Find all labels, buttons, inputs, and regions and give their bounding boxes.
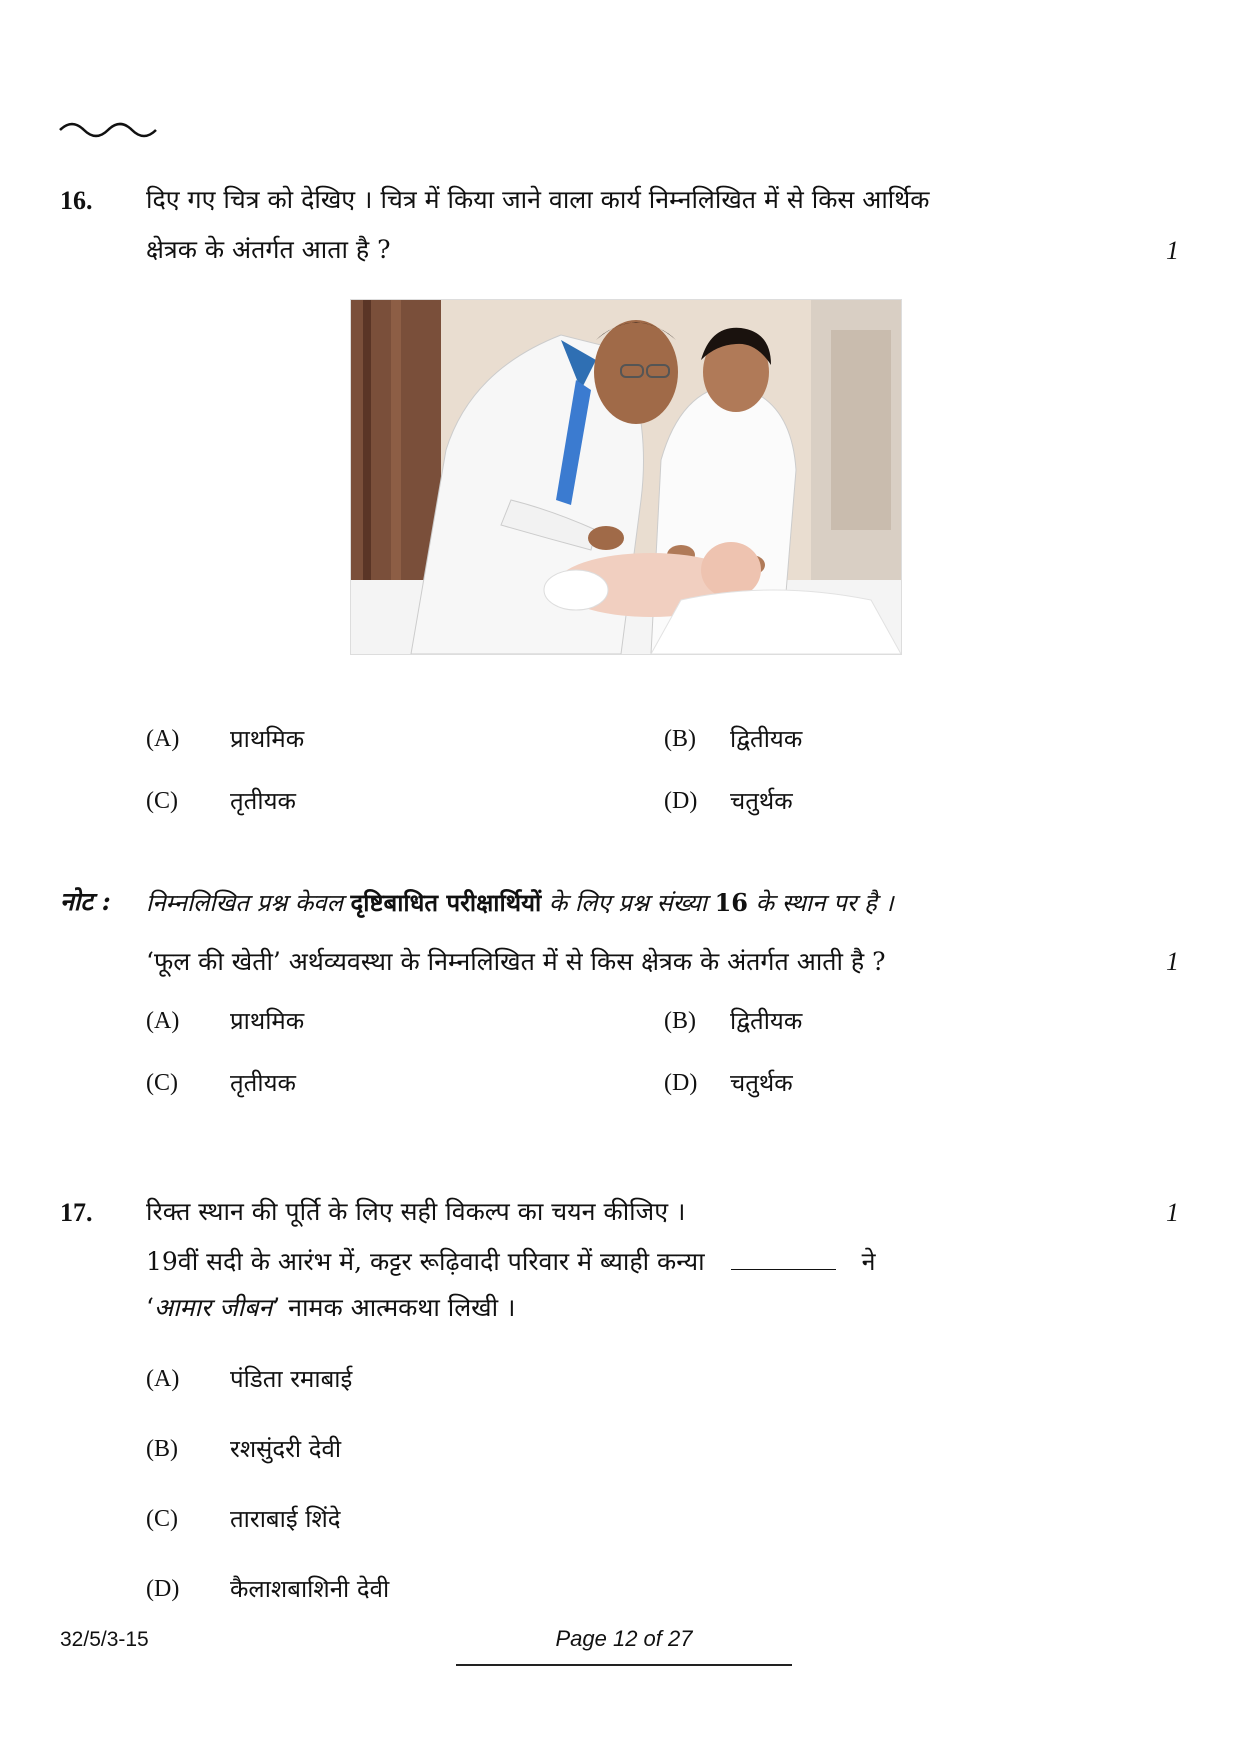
note-option-c-letter: (C): [146, 1070, 178, 1096]
note-option-b-letter: (B): [664, 1008, 696, 1034]
q16-option-a-text: प्राथमिक: [230, 725, 305, 753]
q17-option-a-letter: (A): [146, 1366, 180, 1392]
q16-option-c-letter: (C): [146, 788, 178, 814]
q17-option-c-text: ताराबाई शिंदे: [230, 1505, 341, 1533]
note-option-a-text: प्राथमिक: [230, 1007, 305, 1035]
q17-option-d-text: कैलाशबाशिनी देवी: [230, 1575, 390, 1603]
q17-quote-open: ‘: [146, 1293, 154, 1322]
footer-underline: [456, 1664, 792, 1666]
q17-option-b-text: रशसुंदरी देवी: [230, 1435, 342, 1463]
q17-option-b-letter: (B): [146, 1436, 178, 1462]
q17-line3-rest: ’ नामक आत्मकथा लिखी ।: [272, 1293, 516, 1322]
note-option-c-text: तृतीयक: [230, 1069, 296, 1097]
q17-book-title: आमार जीबन: [153, 1293, 273, 1322]
note-option-a-letter: (A): [146, 1008, 180, 1034]
q17-option-c-letter: (C): [146, 1506, 178, 1532]
q16-option-d-letter: (D): [664, 788, 698, 814]
note-option-b-text: द्वितीयक: [730, 1007, 803, 1035]
question-17-number: 17.: [60, 1198, 93, 1227]
q16-option-a-letter: (A): [146, 726, 180, 752]
note-question-text: ‘फूल की खेती’ अर्थव्यवस्था के निम्नलिखित में से किस क्षेत्रक के अंतर्गत आती है ?: [146, 947, 886, 976]
q16-option-d-text: चतुर्थक: [730, 787, 793, 815]
question-17-text-line1: रिक्त स्थान की पूर्ति के लिए सही विकल्प का चयन कीजिए ।: [146, 1197, 686, 1226]
q17-line2-after: ने: [861, 1247, 876, 1276]
question-16-text-line2: क्षेत्रक के अंतर्गत आता है ?: [146, 235, 391, 264]
note-option-d-letter: (D): [664, 1070, 698, 1096]
note-question-marks: 1: [1166, 947, 1179, 976]
note-label: नोट :: [60, 887, 111, 916]
fill-in-blank: [731, 1251, 836, 1270]
q16-option-b-letter: (B): [664, 726, 696, 752]
question-17-text-line3: [146, 1286, 516, 1330]
question-17-text-line2: [146, 1240, 1122, 1284]
note-qnum-bold: 16: [714, 888, 749, 917]
page-number: Page 12 of 27: [555, 1626, 693, 1651]
note-text-bold: दृष्टिबाधित परीक्षार्थियों: [350, 888, 542, 917]
question-17-marks: 1: [1166, 1198, 1179, 1227]
q17-option-a-text: पंडिता रमाबाई: [230, 1365, 353, 1393]
question-16-marks: 1: [1166, 236, 1179, 265]
note-instruction: [146, 886, 894, 919]
q16-option-b-text: द्वितीयक: [730, 725, 803, 753]
note-option-d-text: चतुर्थक: [730, 1069, 793, 1097]
q17-line2-before: 19वीं सदी के आरंभ में, कट्टर रूढ़िवादी परिवार में ब्याही कन्या: [146, 1247, 705, 1276]
q16-option-c-text: तृतीयक: [230, 787, 296, 815]
tilde-decoration: [58, 116, 162, 140]
note-text-after: के स्थान पर है ।: [755, 889, 894, 917]
note-text-before: निम्नलिखित प्रश्न केवल: [146, 889, 343, 917]
doctor-nurse-baby-photo: [350, 299, 902, 655]
note-text-middle: के लिए प्रश्न संख्या: [548, 889, 707, 917]
q17-option-d-letter: (D): [146, 1576, 180, 1602]
paper-code: 32/5/3-15: [60, 1628, 149, 1651]
question-16-text-line1: दिए गए चित्र को देखिए । चित्र में किया जाने वाला कार्य निम्नलिखित में से किस आर्थिक: [146, 185, 930, 214]
question-16-number: 16.: [60, 186, 93, 215]
